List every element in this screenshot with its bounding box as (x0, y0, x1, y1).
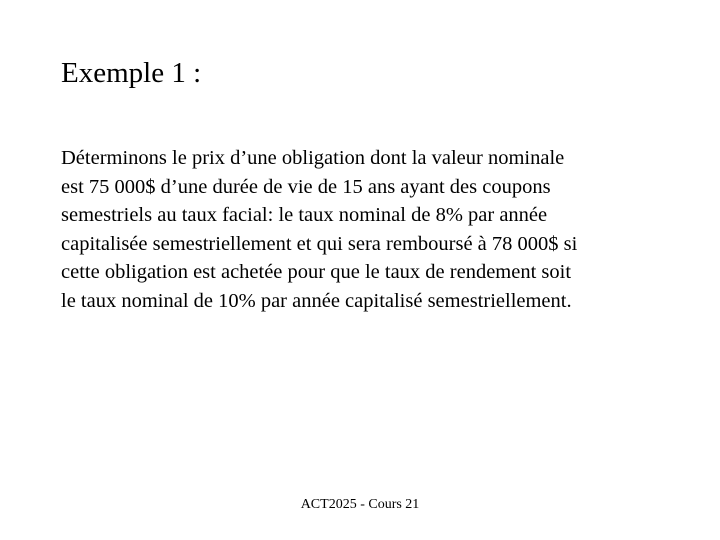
statement-line-1: Déterminons le prix d’une obligation dont la valeur nominale (61, 147, 565, 169)
slide-title: Exemple 1 : (61, 57, 202, 89)
statement-line-2: est 75 000$ d’une durée de vie de 15 ans ayant des coupons (61, 175, 551, 198)
statement-line-6: le taux nominal de 10% par année capitalisé semestriellement. (61, 289, 572, 312)
problem-statement (61, 144, 691, 316)
statement-line-3: semestriels au taux facial: le taux nominal de 8% par année (61, 204, 548, 227)
statement-line-4: capitalisée semestriellement et qui sera remboursé à 78 000$ si (61, 232, 578, 255)
slide-footer: ACT2025 - Cours 21 (300, 497, 420, 512)
statement-line-5: cette obligation est achetée pour que le taux de rendement soit (61, 261, 572, 284)
